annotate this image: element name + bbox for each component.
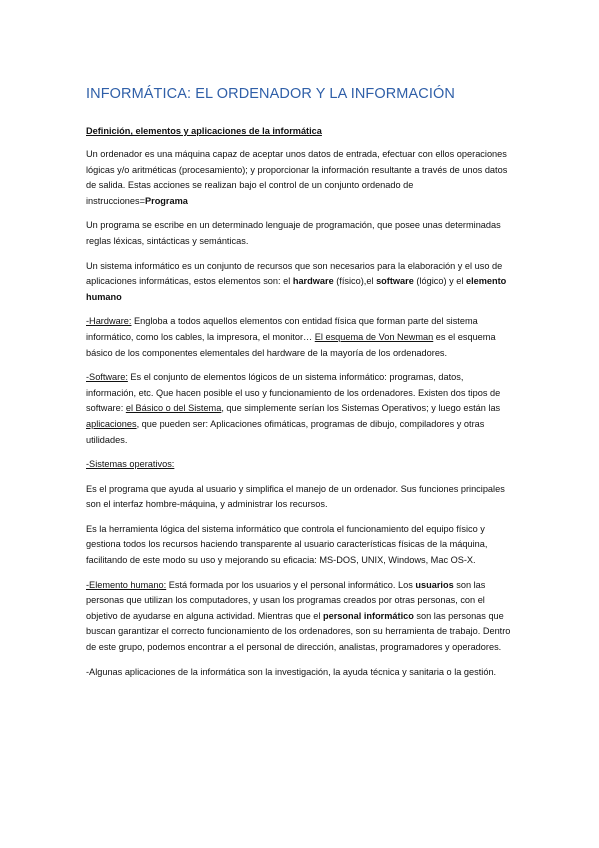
paragraph-programa: Un programa se escribe en un determinado lenguaje de programación, que posee unas determinadas reglas léxicas, sintácticas y semánticas. xyxy=(86,220,501,246)
underlined-term: -Sistemas operativos: xyxy=(86,459,175,470)
paragraph-text: Un sistema informático es un conjunto de recursos que son necesarios para la elaboración y el uso de aplicaciones informáticas, estos elementos son: el xyxy=(86,260,503,287)
underlined-term: el Básico o del Sistema xyxy=(125,403,222,414)
paragraph-text: Está formada por los usuarios y el personal informático. Los xyxy=(166,579,416,590)
paragraph-elemento-humano xyxy=(86,578,513,656)
paragraph-text: Es el conjunto de elementos lógicos de un sistema informático: programas, datos, información, etc. Que hacen posible el uso y funcionamiento de los ordenadores. Existen dos tipos de software: xyxy=(86,372,501,414)
section-heading: Definición, elementos y aplicaciones de la informática xyxy=(86,126,322,136)
paragraph-text: (físico),el xyxy=(333,276,377,287)
paragraph-aplicaciones: -Algunas aplicaciones de la informática son la investigación, la ayuda técnica y sanitaria o la gestión. xyxy=(86,666,497,677)
paragraph-text: Engloba a todos aquellos elementos con entidad física que forman parte del sistema informático, como los cables, la impresora, el monitor… xyxy=(86,316,478,342)
underlined-term: -Hardware: xyxy=(86,316,132,327)
bold-term: Programa xyxy=(144,195,188,206)
paragraph-hardware xyxy=(86,314,513,361)
paragraph-sistema-informatico xyxy=(86,259,513,306)
paragraph-ordenador xyxy=(86,147,513,209)
paragraph-text: es el esquema básico de los componentes elementales del hardware de la mayoría de los ordenadores. xyxy=(86,331,496,358)
paragraph-software xyxy=(86,370,513,448)
page-title: INFORMÁTICA: EL ORDENADOR Y LA INFORMACIÓN xyxy=(86,86,455,102)
paragraph-text: (lógico) y el xyxy=(413,276,466,287)
paragraph-text: , que simplemente serían los Sistemas Operativos; y luego están las xyxy=(221,403,501,414)
underlined-term: aplicaciones xyxy=(86,418,137,429)
paragraph-text: , que pueden ser: Aplicaciones ofimáticas, programas de dibujo, compiladores y otras utilidades. xyxy=(86,418,485,445)
bold-term: hardware xyxy=(292,276,334,287)
underlined-term: -Elemento humano: xyxy=(86,579,167,590)
paragraph-herramienta-logica: Es la herramienta lógica del sistema informático que controla el funcionamiento del equipo físico y gestiona todos los recursos haciendo transparente al usuario características físicas de la máquina, facilitando de este modo su uso y mejorando su eficacia: MS-DOS, UNIX, Windows, Mac OS-X. xyxy=(86,523,488,566)
bold-term: usuarios xyxy=(415,579,454,590)
bold-term: elemento humano xyxy=(86,276,507,302)
subheading-sistemas-operativos xyxy=(86,457,513,473)
paragraph-text: son las personas que buscan garantizar el correcto funcionamiento de los ordenadores, son su herramienta de trabajo. Dentro de este grupo, podemos encontrar a el personal de dirección, analistas, programadores y operadores. xyxy=(86,610,511,653)
paragraph-text: son las personas que utilizan los computadores, y usan los programas creados por otras personas, con el objetivo de ayudarse en alguna actividad. Mientras que el xyxy=(86,579,486,621)
bold-term: software xyxy=(376,276,414,287)
paragraph-text: Un ordenador es una máquina capaz de aceptar unos datos de entrada, efectuar con ellos operaciones lógicas y/o aritméticas (procesamiento); y proporcionar la información resultante a través de unos datos de salida. Estas acciones se realizan bajo el control de un conjunto ordenado de instrucciones= xyxy=(86,149,508,206)
underlined-term: -Software: xyxy=(86,372,128,383)
bold-term: personal informático xyxy=(323,610,414,621)
paragraph-sistemas-operativos: Es el programa que ayuda al usuario y simplifica el manejo de un ordenador. Sus funciones principales son el interfaz hombre-máquina, y administrar los recursos. xyxy=(86,483,505,510)
underlined-term: El esquema de Von Newman xyxy=(314,331,434,342)
